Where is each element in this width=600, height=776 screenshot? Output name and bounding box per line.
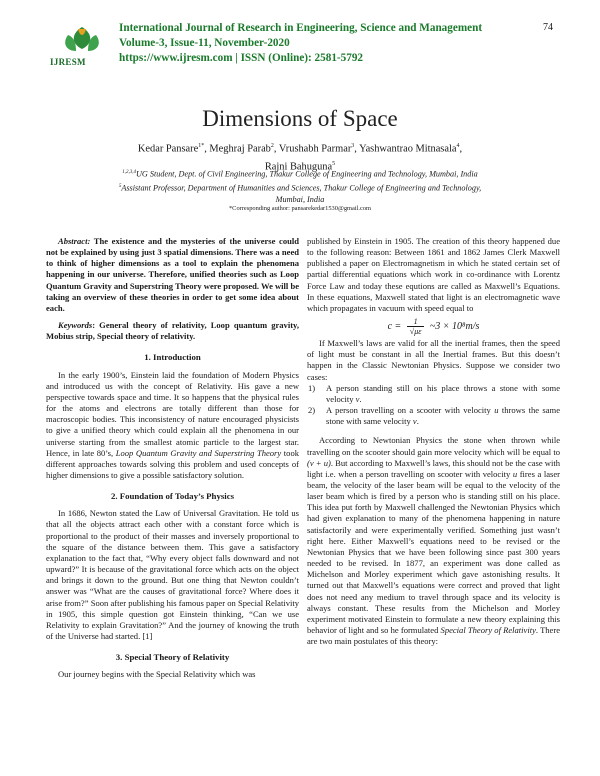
paragraph: If Maxwell’s laws are valid for all the inertial frames, then the speed of light must be constant in all the Inertial frames. But this doesn’t happen in the Classic Newtonian Physics. Suppose we consider two cases: xyxy=(307,338,560,382)
journal-logo-text: IJRESM xyxy=(50,57,86,67)
section-heading: 2. Foundation of Today’s Physics xyxy=(110,491,235,502)
journal-volume: Volume-3, Issue-11, November-2020 xyxy=(119,37,290,50)
affiliation-1: UG Student, Dept. of Civil Engineering, Thakur College of Engineering and Technology, Mumbai, India xyxy=(136,169,478,179)
author-list: Kedar Pansare$^{1*}$, Meghraj Parab$^2$, Vrushabh Parmar$^3$, Yashwantrao Mitnasala$^4$, Rajni Bahuguna$^5$ xyxy=(137,143,463,173)
journal-web: https://www.ijresm.com | ISSN (Online): 2581-5792 xyxy=(119,52,364,65)
journal-name: International Journal of Research in Engineering, Science and Management xyxy=(119,22,483,34)
equation-fraction: $\frac{1}{√\mu\varepsilon}$ xyxy=(407,317,425,336)
author-name: Yashwantrao Mitnasala xyxy=(359,143,457,155)
affiliations: $^{1,2,3,4}$UG Student, Dept. of Civil Engineering, Thakur College of Engineering and Technology, Mumbai, India $^5$Assistant Professor, Department of Humanities and Sciences, Thakur College of Engineering and Technology, Mumbai, India xyxy=(50,167,550,206)
right-column xyxy=(307,236,560,647)
author-name: Meghraj Parab xyxy=(209,143,271,155)
list-item: 1) A person standing still on his place throws a stone with some velocity v. xyxy=(308,382,560,404)
paper-title: Dimensions of Space xyxy=(202,106,398,132)
author-name: Vrushabh Parmar xyxy=(278,143,352,155)
section-heading: 1. Introduction xyxy=(144,352,201,363)
affiliation-2-cont: Mumbai, India xyxy=(275,195,325,205)
page-number: 74 xyxy=(543,22,553,33)
author-name: Kedar Pansare xyxy=(137,143,199,155)
left-column xyxy=(46,236,299,680)
author-name: Rajni Bahuguna xyxy=(264,161,333,173)
speed-of-light-equation: c = $\frac{1}{√\mu\varepsilon}$ ~3 × 10⁸m/s xyxy=(387,317,480,337)
section-heading: 3. Special Theory of Relativity xyxy=(115,652,230,663)
keywords: Keywords: General theory of relativity, Loop quantum gravity, Mobius strip, Special theory of relativity. xyxy=(46,320,299,342)
paragraph: Our journey begins with the Special Relativity which was xyxy=(58,669,256,680)
abstract: Abstract: The existence and the mysteries of the universe could not be explained by using just 3 spatial dimensions. There was a need to think of higher dimensions as a tool to explain the phenomena happening in our universe. Therefore, unified theories such as Loop Quantum Gravity and Superstring Theory were proposed. We will be taking an overview of these theories in order to get some idea about each. xyxy=(46,236,299,313)
paragraph: In the early 1900’s, Einstein laid the foundation of Modern Physics and introduced us with the concept of Relativity. His gave a new perspective towards space and time. It so happens that the physical rules for the atoms and electrons are totally different than those for macroscopic bodies. This inconsistency of nature encouraged physicists to give a unified theory which could explain all the phenomena in our universe starting from the smallest atomic particle to the largest star. Hence, in late 80’s, Loop Quantum Gravity and Superstring Theory took different approaches towards solving this problem and used concepts of higher dimensions to give a possible satisfactory solution. xyxy=(46,369,299,480)
paragraph: published by Einstein in 1905. The creation of this theory happened due to the following reason: Between 1861 and 1862 James Clerk Maxwell published a paper on Electromagnetism in which he stated certain set of partial differential equations which work in co-ordinance with Lorentz Force Law and today these equtions are called as Maxwell’s Equations. In these equations, Maxwell stated that light is an electromagnetic wave which propagates in vacuum with speed equal to xyxy=(307,236,560,313)
journal-header xyxy=(119,21,482,67)
paragraph: In 1686, Newton stated the Law of Universal Gravitation. He told us that all the objects attract each other with a constant force which is proportional to the product of their masses and inversely proportional to the square of the distance between them. This gave a satisfactory explanation to the fact that, “Why every object falls downward and not upward?” It is because of the gravitational force which acts on the object and brings it down to the ground. But one thing that Newton couldn’t answer was “What are the causes of gravitational force? Where does it arise from?” Soon after publishing his famous paper on Special Relativity in 1905, this simple question got Einstein thinking, “Can we use Relativity to explain Gravitation?” And the journey of knowing the truth of the Universe had started. [1] xyxy=(46,508,299,641)
corresponding-author: *Corresponding author: pansarekedar1530@gmail.com xyxy=(228,205,371,212)
affiliation-2: Assistant Professor, Department of Humanities and Sciences, Thakur College of Engineering and Technology, xyxy=(121,183,482,193)
list-item: 2) A person travelling on a scooter with velocity u throws the same stone with same velocity v. xyxy=(308,405,560,427)
paragraph: According to Newtonian Physics the stone when thrown while travelling on the scooter should gain more velocity which will be equal to (v + u). But according to Maxwell’s laws, this should not be the case with light i.e. when a person travelling on scooter with velocity u fires a laser beam, the velocity of the laser beam will be equal to the velocity of the laser beam which is fired by a person who is standing still on his place. This idea put forth by Maxwell challenged the Newtonian Physics which had given explanation to many of the phenomena happening in nature satisfactorily and were experimentally verified. Something just wasn’t right here. Either Maxwell’s equations need to be revised or the Newtonian Physics that we have been following since past 300 years needed to be revised. In 1877, an experiment was done called as Michelson and Morley experiment which gave astonishing results. It turned out that Maxwell’s equations were correct and proved that light does not need any medium to travel through space and its velocity is always constant. These results from the Michelson and Morley experiment motivated Einstein to formulate a new theory explaining this behavior of light and so he formulated Special Theory of Relativity. There are two main postulates of this theory: xyxy=(307,435,560,647)
